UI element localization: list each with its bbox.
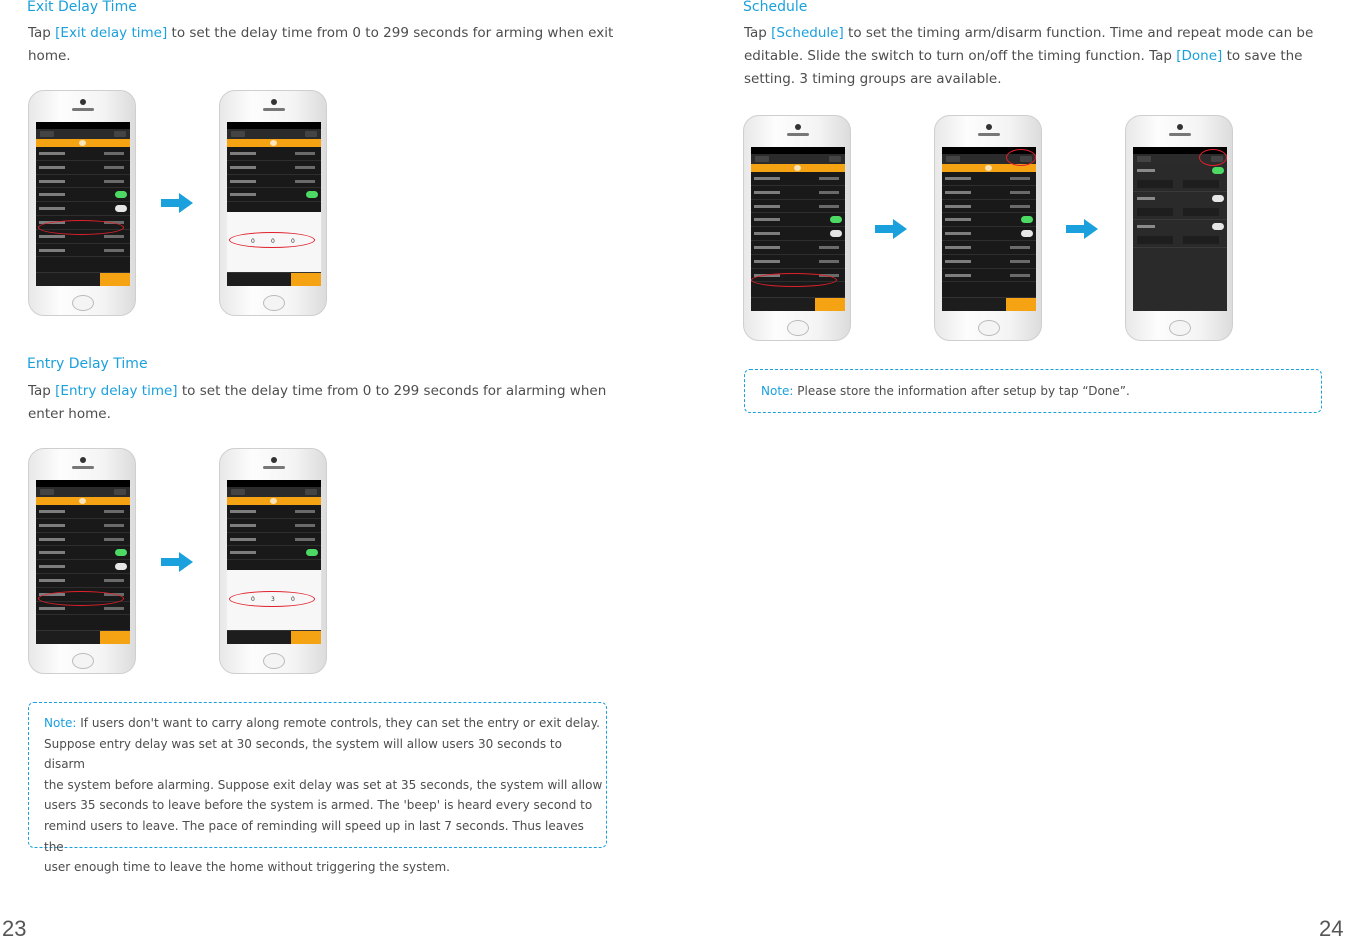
exit-delay-highlight: [Exit delay time] — [55, 25, 168, 41]
exit-delay-text-pre: Tap — [28, 25, 56, 41]
schedule-text: to set the timing arm/disarm function. Time and repeat mode can be — [843, 25, 1314, 41]
right-note-box — [744, 369, 1322, 413]
entry-delay-text-post: to set the delay time from 0 to 299 seconds for alarming when — [177, 383, 607, 399]
note-line: user enough time to leave the home without triggering the system. — [44, 860, 450, 875]
schedule-highlight: [Schedule] — [771, 25, 844, 41]
left-note-box — [28, 702, 607, 875]
schedule-paragraph — [744, 22, 1334, 91]
settings-screen — [36, 122, 130, 286]
note-text: Please store the information after setup by tap “Done”. — [793, 384, 1130, 398]
highlight-circle — [751, 273, 837, 287]
picker-digit: 0 — [271, 238, 275, 245]
schedule-text: to save the — [1222, 48, 1303, 64]
arrow-right-icon — [161, 193, 193, 213]
phone-entry-picker — [219, 448, 327, 674]
schedule-text: setting. 3 timing groups are available. — [744, 71, 1002, 87]
highlight-circle — [1006, 149, 1036, 166]
highlight-circle — [38, 220, 124, 235]
exit-delay-text-line2: home. — [28, 48, 71, 64]
arrow-right-icon — [1066, 219, 1098, 239]
exit-delay-heading: Exit Delay Time — [27, 0, 137, 15]
exit-delay-paragraph — [28, 22, 618, 68]
picker-digit: 0 — [291, 238, 295, 245]
page-number-right: 24 — [1319, 916, 1344, 941]
note-label: Note: — [44, 716, 77, 730]
page-number-left: 23 — [2, 916, 27, 941]
phone-entry-settings — [28, 448, 136, 674]
picker-digit: 3 — [271, 596, 275, 603]
note-line: Suppose entry delay was set at 30 seconds, the system will allow users 30 seconds to disarm — [44, 736, 562, 772]
picker-screen — [227, 122, 321, 286]
schedule-heading: Schedule — [743, 0, 808, 15]
schedule-text: Tap — [744, 25, 772, 41]
picker-digit: 0 — [251, 596, 255, 603]
highlight-circle — [229, 232, 315, 248]
arrow-right-icon — [875, 219, 907, 239]
schedule-text: editable. Slide the switch to turn on/off the timing function. Tap — [744, 48, 1177, 64]
entry-delay-text-line2: enter home. — [28, 406, 111, 422]
highlight-circle — [229, 591, 315, 607]
schedule-screen — [1133, 147, 1227, 311]
note-line: remind users to leave. The pace of reminding will speed up in last 7 seconds. Thus leaves the — [44, 818, 584, 854]
done-highlight: [Done] — [1176, 48, 1223, 64]
picker-screen — [227, 480, 321, 644]
phone-exit-settings — [28, 90, 136, 316]
entry-delay-highlight: [Entry delay time] — [55, 383, 178, 399]
highlight-circle — [38, 591, 124, 606]
note-line: If users don't want to carry along remote controls, they can set the entry or exit delay. — [76, 716, 600, 730]
entry-delay-paragraph — [28, 380, 618, 426]
entry-delay-heading: Entry Delay Time — [27, 356, 148, 372]
note-line: the system before alarming. Suppose exit delay was set at 35 seconds, the system will allow — [44, 777, 603, 792]
arrow-right-icon — [161, 552, 193, 572]
settings-screen — [36, 480, 130, 644]
exit-delay-text-post: to set the delay time from 0 to 299 seconds for arming when exit — [167, 25, 614, 41]
phone-schedule-settings — [743, 115, 851, 341]
phone-exit-picker — [219, 90, 327, 316]
picker-digit: 0 — [291, 596, 295, 603]
settings-screen — [942, 147, 1036, 311]
highlight-circle — [1199, 149, 1227, 166]
note-line: users 35 seconds to leave before the system is armed. The 'beep' is heard every second to — [44, 798, 593, 813]
note-label: Note: — [761, 384, 794, 398]
entry-delay-text-pre: Tap — [28, 383, 56, 399]
picker-digit: 0 — [251, 238, 255, 245]
